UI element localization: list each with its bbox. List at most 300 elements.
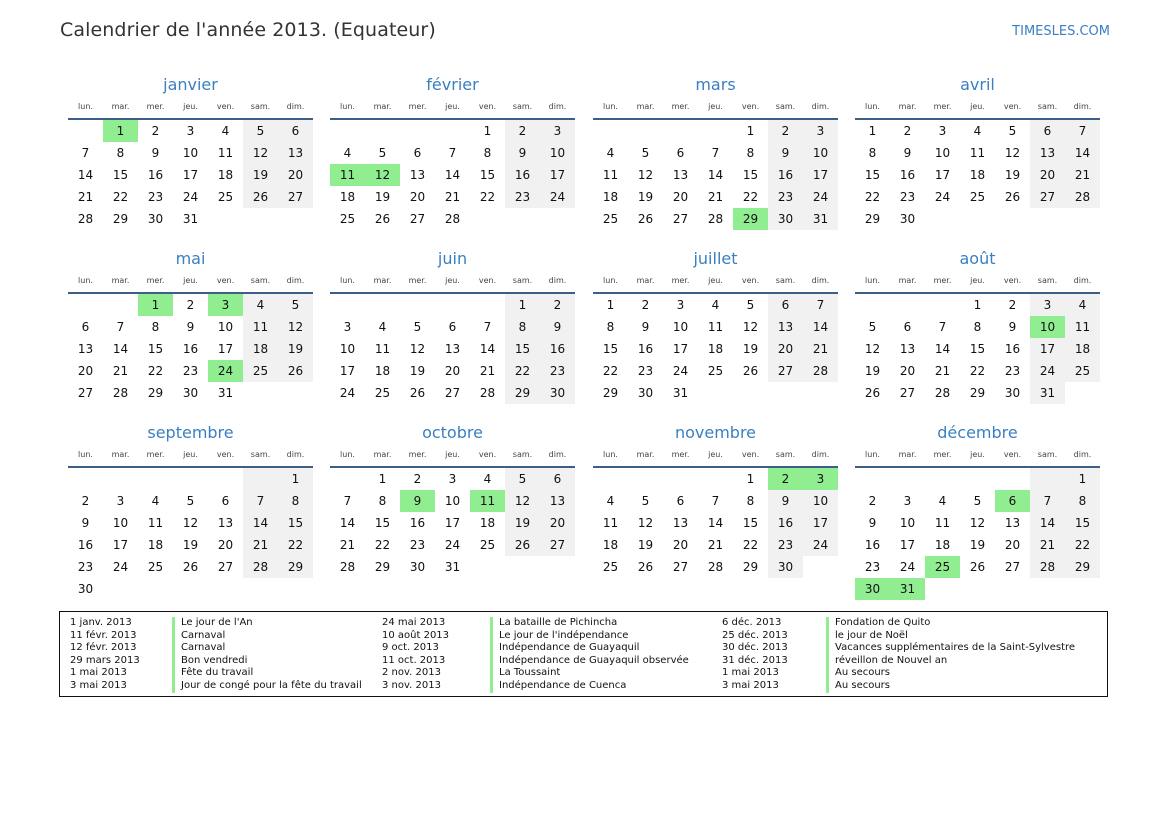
day-cell: 16 (899, 168, 916, 182)
holiday-name: Indépendance de Cuenca (490, 680, 626, 693)
empty-cell (698, 468, 733, 490)
day-cell: 9 (400, 490, 435, 512)
month-octobre (330, 422, 575, 578)
day-cell: 1 (378, 472, 387, 486)
day-cell: 4 (483, 472, 492, 486)
empty-cell (1065, 382, 1100, 404)
weekday-label: sam. (250, 276, 271, 285)
day-cell: 11 (707, 320, 724, 334)
week-row (855, 512, 1100, 534)
day-cell: 13 (409, 168, 426, 182)
holiday-name: La bataille de Pichincha (490, 617, 617, 630)
weekday-label: jeu. (183, 102, 198, 111)
month-août (855, 248, 1100, 404)
day-cell: 1 (278, 468, 313, 490)
day-cell: 14 (934, 342, 951, 356)
day-cell: 8 (606, 320, 615, 334)
day-cell: 8 (746, 494, 755, 508)
day-cell: 24 (803, 534, 838, 556)
day-cell: 6 (413, 146, 422, 160)
empty-cell (1030, 208, 1065, 230)
week-row (855, 578, 1100, 600)
week-row (593, 316, 838, 338)
day-cell: 2 (413, 472, 422, 486)
day-cell: 21 (444, 190, 461, 204)
empty-cell (330, 468, 365, 490)
week-row (855, 338, 1100, 360)
day-cell: 9 (1008, 320, 1017, 334)
day-cell: 4 (606, 146, 615, 160)
day-cell: 16 (147, 168, 164, 182)
empty-cell (103, 294, 138, 316)
day-cell: 15 (374, 516, 391, 530)
day-cell: 26 (505, 534, 540, 556)
day-cell: 8 (378, 494, 387, 508)
day-cell: 20 (409, 190, 426, 204)
week-row (330, 294, 575, 316)
day-cell: 3 (803, 120, 838, 142)
weekday-label: mer. (671, 276, 690, 285)
week-row (330, 512, 575, 534)
day-cell: 20 (1030, 164, 1065, 186)
month-février (330, 74, 575, 230)
day-cell: 23 (540, 360, 575, 382)
day-cell: 27 (217, 560, 234, 574)
day-cell: 2 (151, 124, 160, 138)
week-row (68, 142, 313, 164)
day-cell: 2 (768, 468, 803, 490)
week-row (330, 142, 575, 164)
day-cell: 29 (742, 560, 759, 574)
empty-cell (698, 120, 733, 142)
day-cell: 13 (768, 316, 803, 338)
holiday-date: 11 févr. 2013 (70, 629, 137, 641)
holiday-name: Vacances supplémentaires de la Saint-Sylvestre (826, 642, 1075, 655)
day-cell: 24 (112, 560, 129, 574)
day-cell: 26 (969, 560, 986, 574)
weekday-label: jeu. (708, 102, 723, 111)
day-cell: 27 (409, 212, 426, 226)
day-cell: 23 (637, 364, 654, 378)
empty-cell (995, 578, 1030, 600)
day-cell: 27 (672, 212, 689, 226)
empty-cell (138, 578, 173, 600)
weekday-label: mar. (636, 276, 655, 285)
weekday-label: mar. (373, 450, 392, 459)
day-cell: 10 (339, 342, 356, 356)
empty-cell (733, 382, 768, 404)
day-cell: 28 (77, 212, 94, 226)
month-name: février (426, 75, 479, 94)
holiday-date: 3 mai 2013 (722, 680, 779, 691)
week-row (330, 208, 575, 230)
day-cell: 25 (969, 190, 986, 204)
weekday-label: ven. (478, 450, 497, 459)
day-cell: 12 (243, 142, 278, 164)
weekday-label: sam. (1037, 276, 1058, 285)
day-cell: 3 (540, 120, 575, 142)
day-cell: 7 (448, 146, 457, 160)
day-cell: 1 (606, 298, 615, 312)
weekday-header (68, 99, 313, 121)
empty-cell (960, 578, 995, 600)
day-cell: 17 (339, 364, 356, 378)
day-cell: 27 (444, 386, 461, 400)
day-cell: 27 (1004, 560, 1021, 574)
day-cell: 28 (803, 360, 838, 382)
week-row (593, 294, 838, 316)
week-row (68, 360, 313, 382)
weekday-label: mer. (671, 102, 690, 111)
weekday-label: sam. (512, 102, 533, 111)
day-cell: 11 (243, 316, 278, 338)
day-cell: 12 (1004, 146, 1021, 160)
day-cell: 23 (147, 190, 164, 204)
weekday-label: lun. (865, 276, 880, 285)
day-cell: 29 (602, 386, 619, 400)
day-cell: 18 (243, 338, 278, 360)
day-cell: 20 (672, 538, 689, 552)
week-row (330, 534, 575, 556)
empty-cell (243, 468, 278, 490)
day-cell: 18 (479, 516, 496, 530)
weekday-label: mer. (408, 450, 427, 459)
weekday-label: mar. (111, 102, 130, 111)
day-cell: 28 (1030, 556, 1065, 578)
day-cell: 9 (641, 320, 650, 334)
holiday-date: 1 mai 2013 (70, 667, 127, 679)
weekday-label: jeu. (970, 102, 985, 111)
day-cell: 5 (868, 320, 877, 334)
day-cell: 22 (374, 538, 391, 552)
week-row (330, 490, 575, 512)
weekday-label: lun. (603, 276, 618, 285)
day-cell: 19 (278, 338, 313, 360)
day-cell: 24 (1030, 360, 1065, 382)
week-row (593, 556, 838, 578)
day-cell: 31 (217, 386, 234, 400)
weekday-label: jeu. (970, 276, 985, 285)
month-name: juin (437, 249, 468, 268)
day-cell: 3 (116, 494, 125, 508)
day-cell: 2 (186, 298, 195, 312)
week-row (593, 338, 838, 360)
day-cell: 30 (147, 212, 164, 226)
day-cell: 23 (864, 560, 881, 574)
day-cell: 18 (339, 190, 356, 204)
weekday-label: lun. (865, 102, 880, 111)
day-cell: 5 (278, 294, 313, 316)
day-cell: 5 (641, 146, 650, 160)
day-cell: 11 (330, 164, 365, 186)
day-cell: 4 (1065, 294, 1100, 316)
day-cell: 21 (1065, 164, 1100, 186)
day-cell: 27 (540, 534, 575, 556)
weekday-label: ven. (216, 450, 235, 459)
day-cell: 10 (672, 320, 689, 334)
weekday-header (330, 447, 575, 469)
day-cell: 25 (479, 538, 496, 552)
day-cell: 1 (746, 124, 755, 138)
week-row (68, 316, 313, 338)
day-cell: 20 (540, 512, 575, 534)
day-cell: 22 (147, 364, 164, 378)
day-cell: 21 (1030, 534, 1065, 556)
day-cell: 11 (969, 146, 986, 160)
empty-cell (803, 556, 838, 578)
day-cell: 25 (602, 212, 619, 226)
weekday-header (855, 273, 1100, 295)
holidays-list (59, 611, 1108, 697)
month-septembre (68, 422, 313, 600)
day-cell: 24 (339, 386, 356, 400)
day-cell: 11 (602, 516, 619, 530)
day-cell: 4 (973, 124, 982, 138)
empty-cell (663, 120, 698, 142)
weekday-header (855, 447, 1100, 469)
month-novembre (593, 422, 838, 578)
day-cell: 14 (339, 516, 356, 530)
day-cell: 17 (899, 538, 916, 552)
day-cell: 29 (733, 208, 768, 230)
empty-cell (365, 294, 400, 316)
day-cell: 13 (278, 142, 313, 164)
weekday-label: ven. (1003, 102, 1022, 111)
day-cell: 10 (182, 146, 199, 160)
empty-cell (208, 578, 243, 600)
day-cell: 3 (208, 294, 243, 316)
week-row (593, 120, 838, 142)
day-cell: 5 (641, 494, 650, 508)
week-row (68, 338, 313, 360)
day-cell: 1 (103, 120, 138, 142)
day-cell: 29 (374, 560, 391, 574)
weekday-label: sam. (250, 450, 271, 459)
weekday-label: dim. (1073, 450, 1092, 459)
holiday-name: Indépendance de Guayaquil (490, 642, 639, 655)
day-cell: 23 (409, 538, 426, 552)
week-row (68, 382, 313, 404)
day-cell: 20 (217, 538, 234, 552)
weekday-label: lun. (78, 276, 93, 285)
day-cell: 24 (899, 560, 916, 574)
empty-cell (995, 208, 1030, 230)
day-cell: 28 (1065, 186, 1100, 208)
empty-cell (400, 294, 435, 316)
day-cell: 15 (479, 168, 496, 182)
day-cell: 26 (637, 212, 654, 226)
weekday-header (68, 447, 313, 469)
empty-cell (278, 208, 313, 230)
day-cell: 21 (243, 534, 278, 556)
day-cell: 6 (221, 494, 230, 508)
weekday-label: mar. (111, 450, 130, 459)
day-cell: 16 (864, 538, 881, 552)
holiday-name: Au secours (826, 667, 890, 680)
empty-cell (208, 208, 243, 230)
empty-cell (470, 294, 505, 316)
site-link[interactable]: TIMESLES.COM (1012, 24, 1110, 39)
empty-cell (400, 120, 435, 142)
week-row (68, 120, 313, 142)
weekday-label: ven. (741, 450, 760, 459)
weekday-label: sam. (1037, 450, 1058, 459)
day-cell: 27 (899, 386, 916, 400)
day-cell: 27 (768, 360, 803, 382)
day-cell: 6 (676, 494, 685, 508)
day-cell: 15 (147, 342, 164, 356)
day-cell: 8 (278, 490, 313, 512)
weekday-label: mar. (373, 102, 392, 111)
empty-cell (890, 468, 925, 490)
weekday-label: dim. (286, 276, 305, 285)
week-row (330, 338, 575, 360)
day-cell: 6 (448, 320, 457, 334)
weekday-label: mer. (933, 450, 952, 459)
day-cell: 9 (540, 316, 575, 338)
day-cell: 17 (803, 512, 838, 534)
day-cell: 17 (217, 342, 234, 356)
weekday-label: jeu. (445, 276, 460, 285)
day-cell: 23 (77, 560, 94, 574)
day-cell: 16 (505, 164, 540, 186)
week-row (855, 360, 1100, 382)
day-cell: 31 (444, 560, 461, 574)
day-cell: 3 (186, 124, 195, 138)
day-cell: 20 (1004, 538, 1021, 552)
day-cell: 8 (1065, 490, 1100, 512)
day-cell: 1 (483, 124, 492, 138)
week-row (330, 360, 575, 382)
day-cell: 13 (899, 342, 916, 356)
empty-cell (435, 120, 470, 142)
day-cell: 22 (864, 190, 881, 204)
empty-cell (540, 208, 575, 230)
day-cell: 1 (973, 298, 982, 312)
weekday-label: sam. (512, 450, 533, 459)
day-cell: 30 (768, 208, 803, 230)
day-cell: 29 (278, 556, 313, 578)
day-cell: 26 (409, 386, 426, 400)
weekday-label: sam. (775, 276, 796, 285)
day-cell: 25 (707, 364, 724, 378)
day-cell: 3 (448, 472, 457, 486)
day-cell: 21 (707, 538, 724, 552)
weekday-label: lun. (340, 102, 355, 111)
weekday-header (330, 99, 575, 121)
day-cell: 15 (278, 512, 313, 534)
day-cell: 18 (969, 168, 986, 182)
day-cell: 31 (803, 208, 838, 230)
day-cell: 13 (672, 516, 689, 530)
holiday-date: 9 oct. 2013 (382, 642, 439, 654)
day-cell: 7 (711, 494, 720, 508)
day-cell: 18 (147, 538, 164, 552)
day-cell: 18 (602, 538, 619, 552)
weekday-label: mer. (933, 276, 952, 285)
empty-cell (1030, 578, 1065, 600)
weekday-label: lun. (603, 450, 618, 459)
holiday-date: 1 mai 2013 (722, 667, 779, 679)
weekday-label: ven. (741, 276, 760, 285)
week-row (330, 186, 575, 208)
day-cell: 17 (803, 164, 838, 186)
day-cell: 30 (855, 578, 890, 600)
day-cell: 26 (1004, 190, 1021, 204)
week-row (68, 294, 313, 316)
day-cell: 6 (540, 468, 575, 490)
day-cell: 22 (602, 364, 619, 378)
weekday-label: ven. (216, 276, 235, 285)
day-cell: 6 (278, 120, 313, 142)
day-cell: 13 (217, 516, 234, 530)
month-name: décembre (937, 423, 1018, 442)
day-cell: 16 (77, 538, 94, 552)
holiday-date: 25 déc. 2013 (722, 629, 788, 641)
weekday-label: mer. (146, 450, 165, 459)
empty-cell (768, 382, 803, 404)
day-cell: 15 (864, 168, 881, 182)
empty-cell (663, 468, 698, 490)
day-cell: 14 (77, 168, 94, 182)
day-cell: 1 (746, 472, 755, 486)
week-row (855, 120, 1100, 142)
day-cell: 27 (278, 186, 313, 208)
day-cell: 20 (672, 190, 689, 204)
day-cell: 9 (768, 490, 803, 512)
holiday-name: Indépendance de Guayaquil observée (490, 655, 689, 668)
day-cell: 26 (182, 560, 199, 574)
day-cell: 20 (77, 364, 94, 378)
day-cell: 4 (343, 146, 352, 160)
day-cell: 12 (365, 164, 400, 186)
day-cell: 12 (637, 168, 654, 182)
day-cell: 19 (374, 190, 391, 204)
weekday-header (330, 273, 575, 295)
holiday-name: La Toussaint (490, 667, 560, 680)
day-cell: 5 (505, 468, 540, 490)
day-cell: 24 (444, 538, 461, 552)
day-cell: 18 (217, 168, 234, 182)
weekday-label: jeu. (708, 276, 723, 285)
week-row (855, 294, 1100, 316)
holiday-name: Le jour de l'indépendance (490, 630, 628, 643)
week-row (855, 186, 1100, 208)
day-cell: 22 (1065, 534, 1100, 556)
week-row (68, 512, 313, 534)
empty-cell (103, 468, 138, 490)
day-cell: 17 (540, 164, 575, 186)
day-cell: 11 (374, 342, 391, 356)
day-cell: 19 (505, 512, 540, 534)
day-cell: 18 (374, 364, 391, 378)
month-name: septembre (147, 423, 234, 442)
day-cell: 4 (243, 294, 278, 316)
day-cell: 28 (339, 560, 356, 574)
week-row (593, 382, 838, 404)
empty-cell (593, 468, 628, 490)
empty-cell (68, 120, 103, 142)
day-cell: 20 (278, 164, 313, 186)
day-cell: 8 (868, 146, 877, 160)
day-cell: 28 (479, 386, 496, 400)
holiday-date: 30 déc. 2013 (722, 642, 788, 654)
day-cell: 28 (707, 212, 724, 226)
day-cell: 14 (707, 516, 724, 530)
weekday-label: ven. (741, 102, 760, 111)
day-cell: 10 (540, 142, 575, 164)
empty-cell (330, 294, 365, 316)
